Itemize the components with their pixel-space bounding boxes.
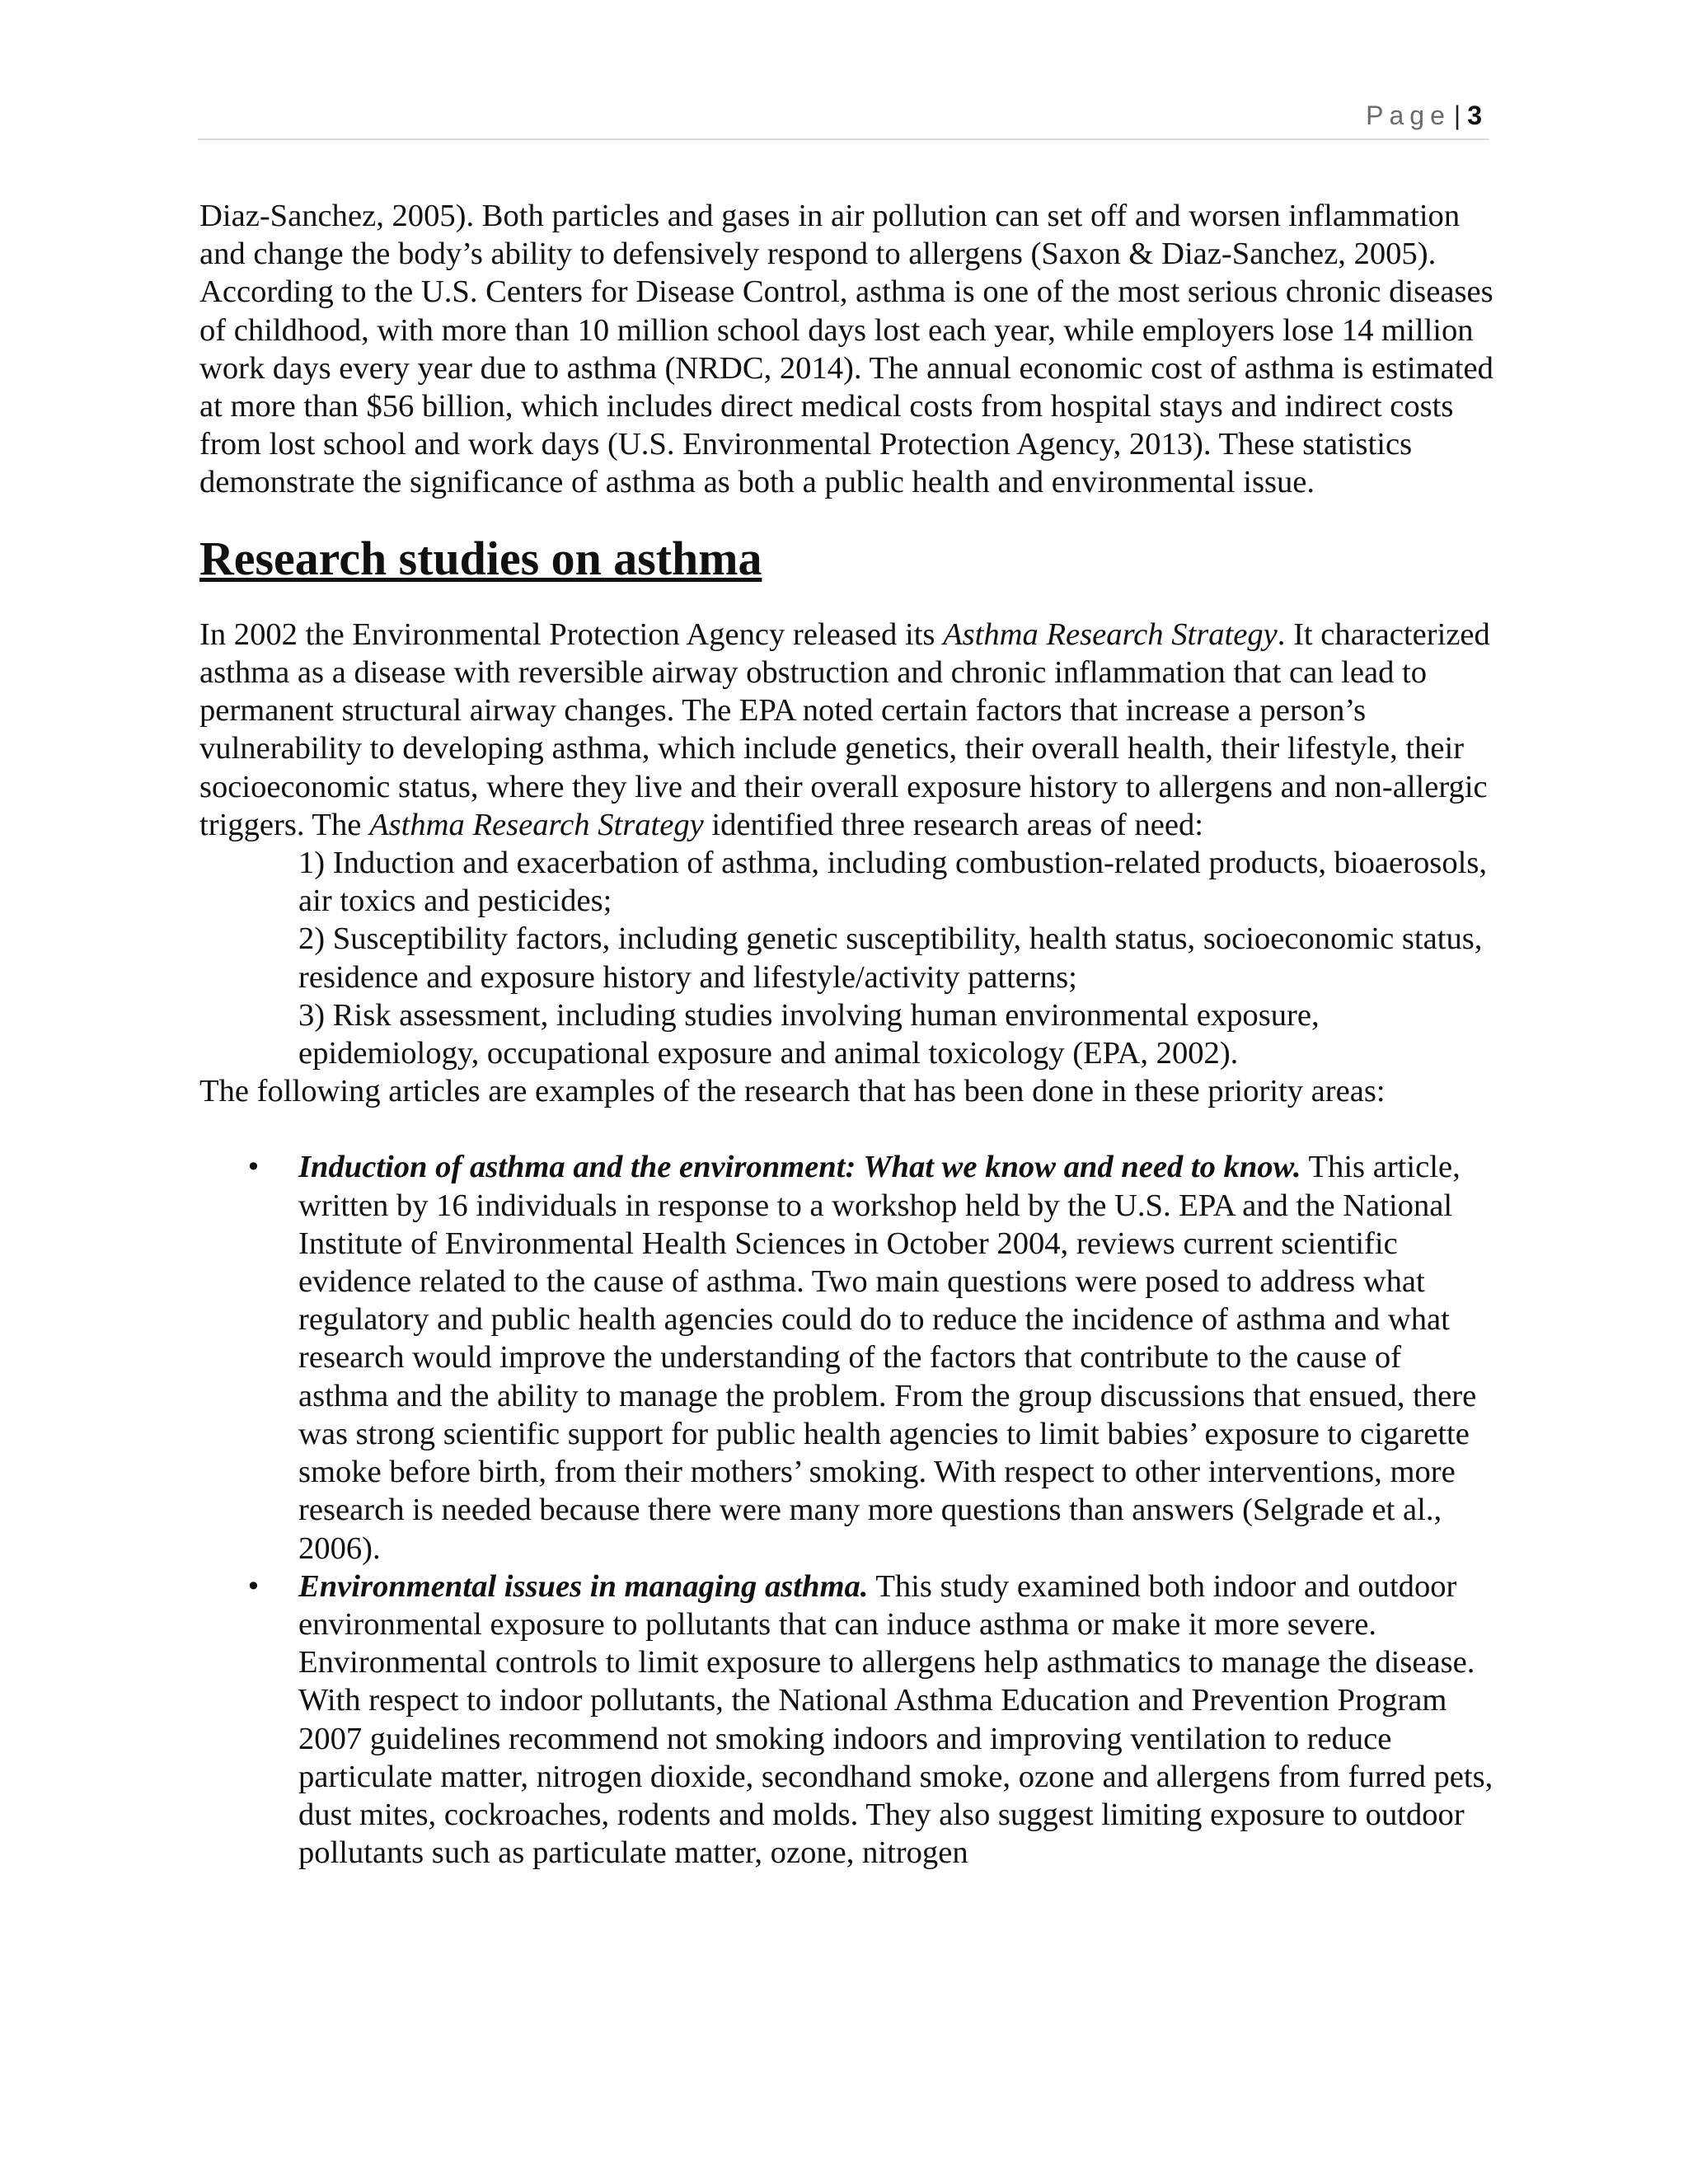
article-item <box>298 1148 1498 1567</box>
articles-list <box>199 1148 1498 1872</box>
strategy-text-part3: identified three research areas of need: <box>703 807 1203 842</box>
strategy-text-part2: . It characterized asthma as a disease with reversible airway obstruction and chronic inflammation that can lead to permanent structural airway changes. The EPA noted certain factors that increase a person’s vulnerability to developing asthma, which include genetics, their overall health, their lifestyle, their socioeconomic status, where they live and their overall exposure history to allergens and non-allergic triggers. The <box>199 616 1490 842</box>
research-area-item: 3) Risk assessment, including studies involving human environmental exposure, epidemiology, occupational exposure and animal toxicology (EPA, 2002). <box>298 997 1320 1071</box>
strategy-text-part1: In 2002 the Environmental Protection Agency released its <box>199 616 944 652</box>
research-areas-list <box>199 844 1498 1072</box>
examples-intro: The following articles are examples of the research that has been done in these priority areas: <box>199 1074 1386 1109</box>
page-header <box>198 97 1489 140</box>
page-number-label <box>1366 101 1482 131</box>
article-summary: This study examined both indoor and outdoor environmental exposure to pollutants that can induce asthma or make it more severe. Environmental controls to limit exposure to allergens help asthmatics to manage the disease. With respect to indoor pollutants, the National Asthma Education and Prevention Program 2007 guidelines recommend not smoking indoors and improving ventilation to reduce particulate matter, nitrogen dioxide, secondhand smoke, ozone and allergens from furred pets, dust mites, cockroaches, rodents and molds. They also suggest limiting exposure to outdoor pollutants such as particulate matter, ozone, nitrogen <box>298 1568 1493 1871</box>
page-number: 3 <box>1467 101 1482 130</box>
article-item <box>298 1568 1498 1872</box>
intro-paragraph: Diaz-Sanchez, 2005). Both particles and gases in air pollution can set off and worsen inflammation and change the body’s ability to defensively respond to allergens (Saxon & Diaz-Sanchez, 2005). According to the U.S. Centers for Disease Control, asthma is one of the most serious chronic diseases of childhood, with more than 10 million school days lost each year, while employers lose 14 million work days every year due to asthma (NRDC, 2014). The annual economic cost of asthma is estimated at more than $56 billion, which includes direct medical costs from hospital stays and indirect costs from lost school and work days (U.S. Environmental Protection Agency, 2013). These statistics demonstrate the significance of asthma as both a public health and environmental issue. <box>199 199 1493 500</box>
article-summary: This article, written by 16 individuals in response to a workshop held by the U.S. EPA and the National Institute of Environmental Health Sciences in October 2004, reviews current scientific evidence related to the cause of asthma. Two main questions were posed to address what regulatory and public health agencies could do to reduce the incidence of asthma and what research would improve the understanding of the factors that contribute to the cause of asthma and the ability to manage the problem. From the group discussions that ensued, there was strong scientific support for public health agencies to limit babies’ exposure to cigarette smoke before birth, from their mothers’ smoking. With respect to other interventions, more research is needed because there were many more questions than answers (Selgrade et al., 2006). <box>298 1150 1477 1566</box>
spacer <box>199 1110 1498 1148</box>
strategy-paragraph <box>199 616 1498 844</box>
page-label: Page <box>1366 101 1451 130</box>
strategy-title-1: Asthma Research Strategy <box>943 616 1278 652</box>
research-area-item: 1) Induction and exacerbation of asthma, including combustion-related products, bioaerosols, air toxics and pesticides; <box>298 846 1487 919</box>
strategy-title-2: Asthma Research Strategy <box>369 807 704 842</box>
section-heading: Research studies on asthma <box>199 531 762 585</box>
research-area-item: 2) Susceptibility factors, including genetic susceptibility, health status, socioeconomic status, residence and exposure history and lifestyle/activity patterns; <box>298 921 1483 995</box>
page-separator: | <box>1453 101 1461 130</box>
document-body <box>199 197 1498 1872</box>
article-title: Induction of asthma and the environment: What we know and need to know. <box>298 1150 1301 1185</box>
article-title: Environmental issues in managing asthma. <box>298 1568 869 1604</box>
